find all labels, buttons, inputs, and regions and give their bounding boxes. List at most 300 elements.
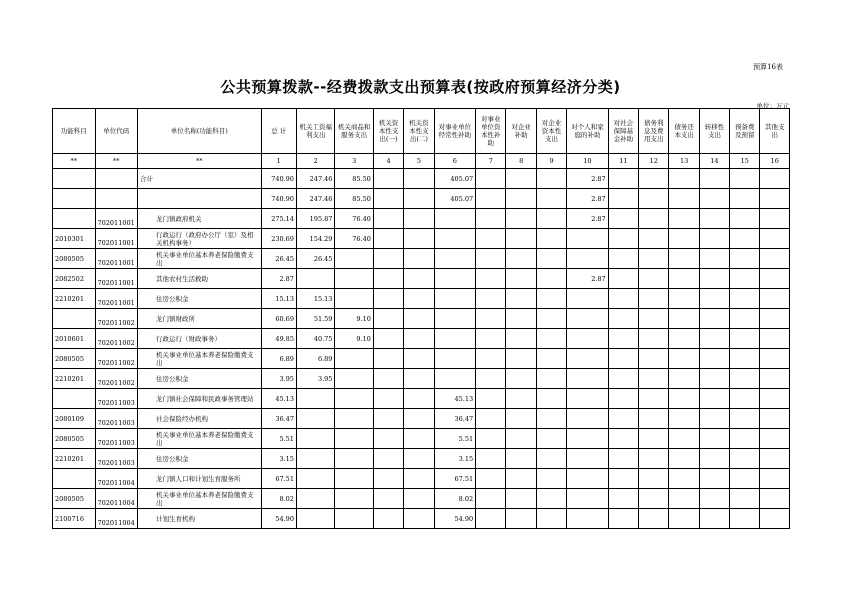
amount-cell: [699, 289, 729, 309]
amount-cell: 26.45: [261, 249, 296, 269]
table-row: [53, 409, 790, 429]
table-row: [53, 209, 790, 229]
amount-cell: [699, 409, 729, 429]
unit-label: 单位：万元: [756, 102, 789, 110]
amount-cell: 40.75: [296, 329, 334, 349]
amount-cell: 405.07: [434, 189, 476, 209]
amount-cell: [506, 329, 536, 349]
amount-cell: [434, 209, 476, 229]
amount-cell: [608, 349, 638, 369]
amount-cell: [699, 449, 729, 469]
amount-cell: [669, 229, 699, 249]
amount-cell: [476, 449, 506, 469]
column-header: 对企业补助: [506, 109, 536, 154]
amount-cell: [567, 329, 609, 349]
amount-cell: 54.90: [434, 509, 476, 529]
table-row: [53, 309, 790, 329]
column-header: 其他支出: [760, 109, 790, 154]
table-row: [53, 289, 790, 309]
unit-code-cell: 702011004: [95, 509, 138, 529]
amount-cell: [567, 429, 609, 449]
amount-cell: [335, 289, 373, 309]
amount-cell: [476, 469, 506, 489]
index-cell: **: [95, 154, 138, 169]
amount-cell: [608, 249, 638, 269]
unit-code-cell: [95, 169, 138, 189]
amount-cell: [669, 189, 699, 209]
amount-cell: [608, 289, 638, 309]
amount-cell: [567, 409, 609, 429]
amount-cell: [404, 309, 434, 329]
unit-code-cell: 702011003: [95, 409, 138, 429]
amount-cell: [567, 229, 609, 249]
amount-cell: [639, 449, 669, 469]
table-row: [53, 449, 790, 469]
amount-cell: [536, 169, 566, 189]
amount-cell: [296, 509, 334, 529]
index-cell: 14: [699, 154, 729, 169]
amount-cell: [639, 389, 669, 409]
amount-cell: [296, 429, 334, 449]
amount-cell: [404, 229, 434, 249]
column-header: 债务利息及费用支出: [639, 109, 669, 154]
amount-cell: [506, 249, 536, 269]
amount-cell: [760, 469, 790, 489]
amount-cell: [760, 409, 790, 429]
column-header: 对社会保障基金补助: [608, 109, 638, 154]
amount-cell: [373, 469, 403, 489]
amount-cell: [760, 309, 790, 329]
amount-cell: [639, 349, 669, 369]
amount-cell: [536, 309, 566, 329]
amount-cell: [404, 329, 434, 349]
amount-cell: [669, 509, 699, 529]
column-header: 机关工资福利支出: [296, 109, 334, 154]
amount-cell: 2.87: [567, 209, 609, 229]
amount-cell: [536, 369, 566, 389]
function-code-cell: [53, 209, 96, 229]
amount-cell: [536, 449, 566, 469]
amount-cell: [730, 449, 760, 469]
amount-cell: [639, 469, 669, 489]
amount-cell: [760, 509, 790, 529]
function-code-cell: 2082502: [53, 269, 96, 289]
amount-cell: [760, 189, 790, 209]
amount-cell: [639, 429, 669, 449]
amount-cell: [536, 329, 566, 349]
table-row: [53, 169, 790, 189]
amount-cell: 2.87: [567, 169, 609, 189]
amount-cell: 3.15: [261, 449, 296, 469]
unit-code-cell: 702011002: [95, 369, 138, 389]
amount-cell: [476, 289, 506, 309]
amount-cell: [730, 169, 760, 189]
amount-cell: 9.10: [335, 329, 373, 349]
amount-cell: [476, 389, 506, 409]
function-code-cell: [53, 169, 96, 189]
amount-cell: [730, 329, 760, 349]
amount-cell: [404, 269, 434, 289]
unit-code-cell: 702011003: [95, 429, 138, 449]
amount-cell: [434, 269, 476, 289]
column-header: 对个人和家庭的补助: [567, 109, 609, 154]
amount-cell: [730, 309, 760, 329]
amount-cell: [404, 509, 434, 529]
amount-cell: [699, 309, 729, 329]
amount-cell: 405.07: [434, 169, 476, 189]
function-code-cell: 2210201: [53, 289, 96, 309]
amount-cell: [639, 509, 669, 529]
index-cell: 8: [506, 154, 536, 169]
amount-cell: [536, 249, 566, 269]
amount-cell: 67.51: [261, 469, 296, 489]
unit-code-cell: 702011002: [95, 329, 138, 349]
amount-cell: [335, 489, 373, 509]
function-code-cell: 2010301: [53, 229, 96, 249]
amount-cell: [506, 269, 536, 289]
amount-cell: [335, 449, 373, 469]
amount-cell: 45.13: [261, 389, 296, 409]
amount-cell: [536, 209, 566, 229]
amount-cell: [669, 349, 699, 369]
amount-cell: [730, 409, 760, 429]
unit-name-cell: 机关事业单位基本养老保险缴费支出: [138, 349, 262, 369]
table-row: [53, 429, 790, 449]
amount-cell: [608, 209, 638, 229]
amount-cell: [434, 249, 476, 269]
amount-cell: [506, 289, 536, 309]
amount-cell: 49.85: [261, 329, 296, 349]
index-cell: 9: [536, 154, 566, 169]
unit-name-cell: 其他农村生活救助: [138, 269, 262, 289]
unit-code-cell: 702011002: [95, 349, 138, 369]
amount-cell: [296, 449, 334, 469]
amount-cell: 9.10: [335, 309, 373, 329]
amount-cell: [434, 309, 476, 329]
amount-cell: [476, 369, 506, 389]
amount-cell: [506, 509, 536, 529]
amount-cell: [536, 189, 566, 209]
amount-cell: [434, 349, 476, 369]
function-code-cell: 2080109: [53, 409, 96, 429]
amount-cell: [373, 209, 403, 229]
amount-cell: [730, 349, 760, 369]
amount-cell: [760, 269, 790, 289]
amount-cell: [608, 369, 638, 389]
amount-cell: [669, 469, 699, 489]
amount-cell: 6.89: [261, 349, 296, 369]
amount-cell: [404, 469, 434, 489]
unit-name-cell: 住房公积金: [138, 369, 262, 389]
amount-cell: [699, 229, 729, 249]
amount-cell: 154.29: [296, 229, 334, 249]
function-code-cell: 2010601: [53, 329, 96, 349]
amount-cell: [669, 489, 699, 509]
table-row: [53, 509, 790, 529]
amount-cell: [699, 389, 729, 409]
amount-cell: [506, 229, 536, 249]
column-header: 机关资本性支出(二): [404, 109, 434, 154]
unit-code-cell: 702011001: [95, 249, 138, 269]
amount-cell: 740.90: [261, 189, 296, 209]
amount-cell: [536, 349, 566, 369]
column-header: 功能科目: [53, 109, 96, 154]
amount-cell: 2.87: [567, 189, 609, 209]
amount-cell: 76.40: [335, 209, 373, 229]
unit-code-cell: 702011002: [95, 309, 138, 329]
amount-cell: [730, 289, 760, 309]
unit-name-cell: 龙门镇人口和计划生育服务所: [138, 469, 262, 489]
unit-code-cell: 702011003: [95, 389, 138, 409]
amount-cell: [536, 409, 566, 429]
amount-cell: [699, 469, 729, 489]
amount-cell: [567, 249, 609, 269]
amount-cell: [506, 309, 536, 329]
column-header: 对事业单位经常性补助: [434, 109, 476, 154]
amount-cell: [373, 229, 403, 249]
amount-cell: [373, 349, 403, 369]
amount-cell: [760, 429, 790, 449]
amount-cell: [608, 389, 638, 409]
amount-cell: [536, 289, 566, 309]
amount-cell: [476, 509, 506, 529]
amount-cell: [476, 189, 506, 209]
amount-cell: 3.15: [434, 449, 476, 469]
amount-cell: [699, 509, 729, 529]
amount-cell: [760, 329, 790, 349]
index-cell: 10: [567, 154, 609, 169]
amount-cell: [476, 209, 506, 229]
amount-cell: 247.46: [296, 169, 334, 189]
amount-cell: [567, 449, 609, 469]
index-cell: 4: [373, 154, 403, 169]
amount-cell: [506, 389, 536, 409]
amount-cell: [760, 249, 790, 269]
function-code-cell: 2210201: [53, 369, 96, 389]
unit-name-cell: 机关事业单位基本养老保险缴费支出: [138, 489, 262, 509]
amount-cell: [608, 229, 638, 249]
amount-cell: [404, 169, 434, 189]
amount-cell: [506, 489, 536, 509]
amount-cell: [669, 369, 699, 389]
amount-cell: 3.95: [261, 369, 296, 389]
amount-cell: [404, 349, 434, 369]
amount-cell: 6.89: [296, 349, 334, 369]
amount-cell: [506, 449, 536, 469]
function-code-cell: 2210201: [53, 449, 96, 469]
amount-cell: 15.13: [296, 289, 334, 309]
amount-cell: [730, 429, 760, 449]
function-code-cell: 2080505: [53, 249, 96, 269]
table-row: [53, 369, 790, 389]
amount-cell: [608, 189, 638, 209]
unit-code-cell: 702011001: [95, 229, 138, 249]
amount-cell: [335, 389, 373, 409]
amount-cell: [639, 309, 669, 329]
amount-cell: [567, 469, 609, 489]
amount-cell: [567, 369, 609, 389]
amount-cell: [760, 289, 790, 309]
amount-cell: [373, 369, 403, 389]
function-code-cell: [53, 469, 96, 489]
unit-code-cell: 702011001: [95, 289, 138, 309]
amount-cell: [669, 269, 699, 289]
amount-cell: [373, 429, 403, 449]
index-cell: 1: [261, 154, 296, 169]
amount-cell: [506, 349, 536, 369]
amount-cell: [404, 449, 434, 469]
unit-name-cell: [138, 189, 262, 209]
unit-name-cell: 行政运行（政府办公厅（室）及相关机构事务）: [138, 229, 262, 249]
amount-cell: 2.87: [567, 269, 609, 289]
amount-cell: [296, 269, 334, 289]
amount-cell: [639, 189, 669, 209]
amount-cell: 2.87: [261, 269, 296, 289]
amount-cell: [669, 209, 699, 229]
function-code-cell: [53, 389, 96, 409]
unit-name-cell: 机关事业单位基本养老保险缴费支出: [138, 429, 262, 449]
unit-name-cell: 住房公积金: [138, 449, 262, 469]
amount-cell: [567, 309, 609, 329]
amount-cell: [434, 229, 476, 249]
unit-code-cell: 702011004: [95, 469, 138, 489]
unit-code-cell: 702011001: [95, 269, 138, 289]
amount-cell: 45.13: [434, 389, 476, 409]
amount-cell: [669, 449, 699, 469]
table-row: [53, 489, 790, 509]
amount-cell: [639, 369, 669, 389]
unit-code-cell: 702011004: [95, 489, 138, 509]
amount-cell: [760, 229, 790, 249]
amount-cell: [404, 409, 434, 429]
index-row: [53, 154, 790, 169]
unit-name-cell: 龙门镇财政所: [138, 309, 262, 329]
unit-name-cell: 合计: [138, 169, 262, 189]
index-cell: 13: [669, 154, 699, 169]
amount-cell: [476, 229, 506, 249]
index-cell: 11: [608, 154, 638, 169]
amount-cell: [476, 269, 506, 289]
amount-cell: [669, 429, 699, 449]
unit-code-cell: [95, 189, 138, 209]
amount-cell: [608, 329, 638, 349]
amount-cell: [608, 509, 638, 529]
amount-cell: [669, 309, 699, 329]
amount-cell: [373, 309, 403, 329]
header-row: [53, 109, 790, 154]
amount-cell: [567, 489, 609, 509]
amount-cell: [476, 489, 506, 509]
amount-cell: [760, 369, 790, 389]
amount-cell: [730, 209, 760, 229]
amount-cell: [699, 189, 729, 209]
index-cell: **: [53, 154, 96, 169]
index-cell: 16: [760, 154, 790, 169]
unit-name-cell: 龙门镇社会保障和民政事务管理站: [138, 389, 262, 409]
amount-cell: [506, 429, 536, 449]
amount-cell: 5.51: [434, 429, 476, 449]
amount-cell: 36.47: [261, 409, 296, 429]
index-cell: 3: [335, 154, 373, 169]
index-cell: **: [138, 154, 262, 169]
amount-cell: [730, 469, 760, 489]
amount-cell: [536, 489, 566, 509]
unit-name-cell: 社会保险经办机构: [138, 409, 262, 429]
unit-code-cell: 702011003: [95, 449, 138, 469]
amount-cell: [760, 449, 790, 469]
amount-cell: [760, 489, 790, 509]
amount-cell: [760, 349, 790, 369]
table-row: [53, 229, 790, 249]
table-row: [53, 469, 790, 489]
amount-cell: [506, 209, 536, 229]
unit-name-cell: 龙门镇政府机关: [138, 209, 262, 229]
amount-cell: 5.51: [261, 429, 296, 449]
amount-cell: [506, 369, 536, 389]
index-cell: 2: [296, 154, 334, 169]
amount-cell: [404, 249, 434, 269]
amount-cell: [434, 329, 476, 349]
amount-cell: [699, 169, 729, 189]
column-header: 机关商品和服务支出: [335, 109, 373, 154]
index-cell: 15: [730, 154, 760, 169]
amount-cell: [335, 409, 373, 429]
amount-cell: [699, 489, 729, 509]
amount-cell: [730, 249, 760, 269]
column-header: 单位名称(功能科目): [138, 109, 262, 154]
amount-cell: [335, 269, 373, 289]
amount-cell: 230.69: [261, 229, 296, 249]
amount-cell: [699, 429, 729, 449]
amount-cell: [476, 429, 506, 449]
amount-cell: [730, 189, 760, 209]
table-row: [53, 329, 790, 349]
amount-cell: [608, 409, 638, 429]
amount-cell: [669, 289, 699, 309]
column-header: 债务还本支出: [669, 109, 699, 154]
amount-cell: 60.69: [261, 309, 296, 329]
amount-cell: [335, 509, 373, 529]
amount-cell: [404, 489, 434, 509]
amount-cell: 85.50: [335, 169, 373, 189]
amount-cell: [476, 349, 506, 369]
amount-cell: [730, 389, 760, 409]
amount-cell: [434, 369, 476, 389]
table-row: [53, 389, 790, 409]
amount-cell: [608, 449, 638, 469]
amount-cell: [373, 249, 403, 269]
budget-table: [52, 108, 790, 529]
amount-cell: [639, 229, 669, 249]
amount-cell: [669, 249, 699, 269]
amount-cell: [373, 409, 403, 429]
table-row: [53, 269, 790, 289]
amount-cell: [335, 249, 373, 269]
amount-cell: [476, 409, 506, 429]
amount-cell: [506, 409, 536, 429]
amount-cell: [639, 209, 669, 229]
amount-cell: [335, 429, 373, 449]
amount-cell: 15.13: [261, 289, 296, 309]
function-code-cell: [53, 309, 96, 329]
table-row: [53, 349, 790, 369]
amount-cell: 275.14: [261, 209, 296, 229]
amount-cell: [639, 489, 669, 509]
amount-cell: [639, 249, 669, 269]
unit-name-cell: 行政运行（财政事务）: [138, 329, 262, 349]
amount-cell: [404, 209, 434, 229]
amount-cell: [567, 389, 609, 409]
